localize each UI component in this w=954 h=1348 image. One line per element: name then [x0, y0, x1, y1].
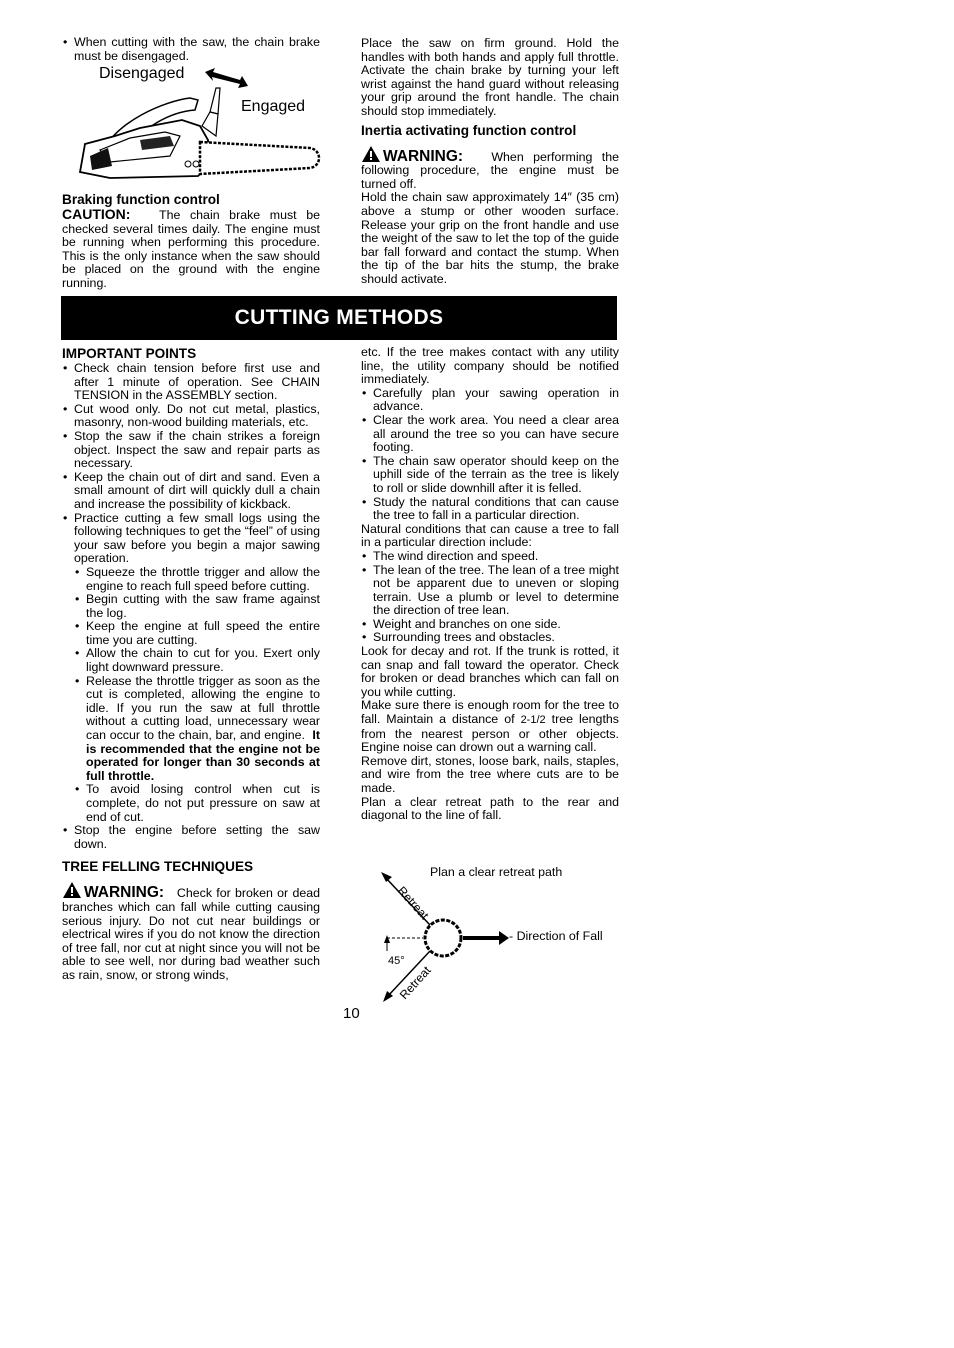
tree-trunk-icon	[425, 920, 461, 956]
brake-arrow-icon	[205, 68, 248, 88]
list-item: • Allow the chain to cut for you. Exert only light downward pressure.	[74, 647, 320, 674]
top-right-column	[361, 37, 619, 287]
list-item: • Keep the chain out of dirt and sand. Even a small amount of dirt will quickly dull a chain and increase the possibility of kickback.	[62, 471, 320, 512]
list-item: • Squeeze the throttle trigger and allow the engine to reach full speed before cutting.	[74, 566, 320, 593]
label-engaged: Engaged	[241, 98, 306, 115]
list-item: • Check chain tension before first use and after 1 minute of operation. See CHAIN TENSION in the ASSEMBLY section.	[62, 362, 320, 403]
room-text-a: Make sure there is enough room for the tree to fall. Maintain a distance of	[361, 698, 619, 727]
braking-section	[62, 192, 320, 291]
list-item: • Cut wood only. Do not cut metal, plastics, masonry, non-wood building materials, etc.	[62, 403, 320, 430]
utility-paragraph: etc. If the tree makes contact with any utility line, the utility company should be notified immediately.	[361, 345, 619, 387]
list-item: • Keep the engine at full speed the entire time you are cutting.	[74, 620, 320, 647]
list-item: • Practice cutting a few small logs using the following techniques to get the “feel” of using your saw before you begin a major sawing operation.	[62, 512, 320, 566]
brake-test-paragraph: Place the saw on firm ground. Hold the handles with both hands and apply full throttle. Activate the chain brake by turning your left wrist against the hand guard without releasing your grip around the front handle. The chain should stop immediately.	[361, 36, 619, 118]
list-item: • Carefully plan your sawing operation in advance.	[361, 387, 619, 414]
direction-of-fall-label: - Direction of Fall	[509, 929, 603, 943]
felling-diagram	[375, 865, 525, 1010]
inertia-paragraph: Hold the chain saw approximately 14″ (35 cm) above a stump or other wooden surface. Release your grip on the front handle and use the weight of the saw to let the top of the guide bar fall forward and contact the stump. When the tip of the bar hits the stump, the brake should activate.	[361, 190, 619, 286]
inertia-heading: Inertia activating function control	[361, 122, 577, 138]
list-item: • Begin cutting with the saw frame against the log.	[74, 593, 320, 620]
room-distance: 2-1/2	[520, 714, 546, 727]
warning-triangle-icon	[62, 881, 82, 899]
retreat-paragraph: Plan a clear retreat path to the rear and diagonal to the line of fall.	[361, 794, 619, 823]
warning-text: Check for broken or dead branches which can fall while cutting causing serious injury. Do not cut near buildings or electrical wires if you do not know the direction of tree fall, nor cut at night since you will not be able to see well, nor during bad weather such as rain, snow, or strong winds,	[62, 886, 321, 982]
warning-text: When performing the following procedure, the engine must be turned off.	[361, 149, 620, 191]
inertia-warning	[361, 145, 619, 192]
room-paragraph	[361, 699, 619, 754]
label-disengaged: Disengaged	[99, 65, 185, 82]
warning-triangle-icon	[361, 145, 381, 163]
caution-label: CAUTION:	[62, 206, 131, 222]
list-item: • Stop the saw if the chain strikes a foreign object. Inspect the saw and repair parts as necessary.	[62, 430, 320, 471]
list-item: • The chain saw operator should keep on the uphill side of the terrain as the tree is likely to roll or slide downhill after it is felled.	[361, 455, 619, 496]
caution-paragraph	[62, 208, 320, 291]
felling-warning	[62, 881, 320, 982]
important-points-list	[62, 362, 320, 566]
natural-conditions-paragraph: Natural conditions that can cause a tree to fall in a particular direction include:	[361, 521, 619, 550]
top-left-column	[62, 36, 320, 63]
retreat-bottom-label: Retreat	[396, 963, 434, 1003]
list-item: • To avoid losing control when cut is complete, do not put pressure on saw at end of cut.	[74, 783, 320, 824]
warning-label: WARNING:	[383, 147, 464, 165]
important-points-heading: IMPORTANT POINTS	[62, 346, 197, 361]
planning-list	[361, 387, 619, 523]
list-item: • Surrounding trees and obstacles.	[361, 631, 619, 645]
release-bold-text: It is recommended that the engine not be operated for longer than 30 seconds at full throttle.	[86, 728, 320, 783]
practice-sub-list	[74, 566, 320, 824]
list-item: • The wind direction and speed.	[361, 550, 619, 564]
room-text-b: tree lengths from the nearest person or other objects. Engine noise can drown out a warning call.	[361, 712, 619, 755]
tree-felling-heading: TREE FELLING TECHNIQUES	[62, 859, 254, 875]
section-banner: CUTTING METHODS	[61, 296, 617, 340]
decay-paragraph: Look for decay and rot. If the trunk is rotted, it can snap and fall toward the operator. Check for broken or dead branches which can fall on you while cutting.	[361, 644, 619, 699]
list-item: • Stop the engine before setting the saw down.	[62, 824, 320, 851]
retreat-top-label: Retreat	[394, 883, 432, 923]
right-column	[361, 346, 619, 823]
list-item: • Weight and branches on one side.	[361, 618, 619, 632]
angle-label: 45°	[388, 955, 405, 967]
braking-heading: Braking function control	[62, 192, 220, 207]
chainsaw-illustration	[70, 66, 325, 194]
warning-label: WARNING:	[84, 884, 165, 902]
left-column	[62, 346, 320, 983]
plan-retreat-label: Plan a clear retreat path	[430, 865, 563, 879]
list-item: • The lean of the tree. The lean of a tree might not be apparent due to uneven or sloping terrain. Use a plumb or level to determine the direction of tree lean.	[361, 564, 619, 618]
conditions-list	[361, 550, 619, 645]
list-item: • Study the natural conditions that can cause the tree to fall in a particular direction.	[361, 496, 619, 523]
release-text: Release the throttle trigger as soon as the cut is completed, allowing the engine to idle. If you run the saw at full throttle without a cutting load, unnecessary wear can occur to the chain, bar, and engine.	[86, 673, 320, 743]
list-item: • Clear the work area. You need a clear area all around the tree so you can have secure footing.	[361, 414, 619, 455]
list-item	[74, 675, 320, 784]
remove-paragraph: Remove dirt, stones, loose bark, nails, staples, and wire from the tree where cuts are to be made.	[361, 753, 619, 795]
page-number: 10	[343, 1005, 360, 1022]
caution-text: The chain brake must be checked several times daily. The engine must be running when performing this procedure. This is the only instance when the saw should be placed on the ground with the engine running.	[62, 208, 321, 290]
brake-bullet: • When cutting with the saw, the chain brake must be disengaged.	[62, 36, 320, 63]
